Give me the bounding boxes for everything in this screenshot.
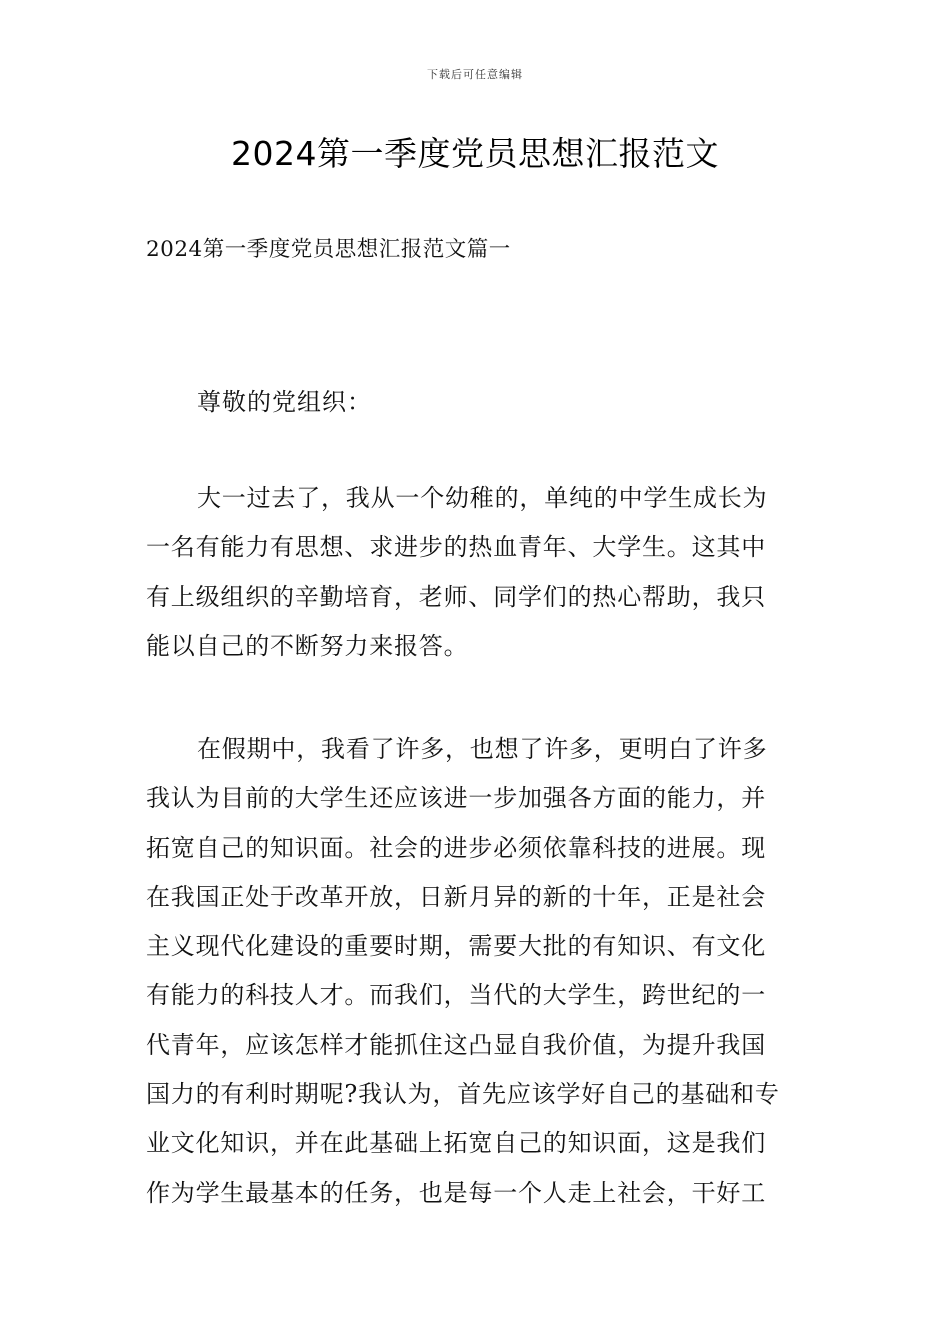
salutation: 尊敬的党组织： [197, 388, 372, 416]
paragraph-line: 主义现代化建设的重要时期，需要大批的有知识、有文化 [146, 932, 766, 961]
paragraph-2 [146, 725, 811, 1218]
paragraph-line: 国力的有利时期呢?我认为，首先应该学好自己的基础和专 [146, 1080, 780, 1109]
paragraph-line: 大一过去了，我从一个幼稚的，单纯的中学生成长为 [197, 484, 768, 512]
section-subtitle: 2024第一季度党员思想汇报范文篇一 [146, 237, 511, 262]
document-title: 2024第一季度党员思想汇报范文 [231, 134, 719, 173]
paragraph-line: 能以自己的不断努力来报答。 [146, 631, 469, 660]
paragraph-line: 拓宽自己的知识面。社会的进步必须依靠科技的进展。现 [146, 833, 766, 862]
header-note: 下载后可任意编辑 [427, 68, 523, 81]
paragraph-line: 有能力的科技人才。而我们，当代的大学生，跨世纪的一 [146, 981, 766, 1010]
paragraph-line: 代青年，应该怎样才能抓住这凸显自我价值，为提升我国 [146, 1030, 766, 1059]
paragraph-line: 业文化知识，并在此基础上拓宽自己的知识面，这是我们 [146, 1129, 766, 1158]
paragraph-line: 有上级组织的辛勤培育，老师、同学们的热心帮助，我只 [146, 582, 766, 611]
paragraph-line: 作为学生最基本的任务，也是每一个人走上社会，干好工 [146, 1178, 766, 1207]
paragraph-line: 在我国正处于改革开放，日新月异的新的十年，正是社会 [146, 882, 766, 911]
paragraph-1 [146, 474, 811, 671]
paragraph-line: 在假期中，我看了许多，也想了许多，更明白了许多 [197, 735, 768, 763]
paragraph-line: 一名有能力有思想、求进步的热血青年、大学生。这其中 [146, 533, 766, 562]
paragraph-line: 我认为目前的大学生还应该进一步加强各方面的能力，并 [146, 784, 766, 813]
